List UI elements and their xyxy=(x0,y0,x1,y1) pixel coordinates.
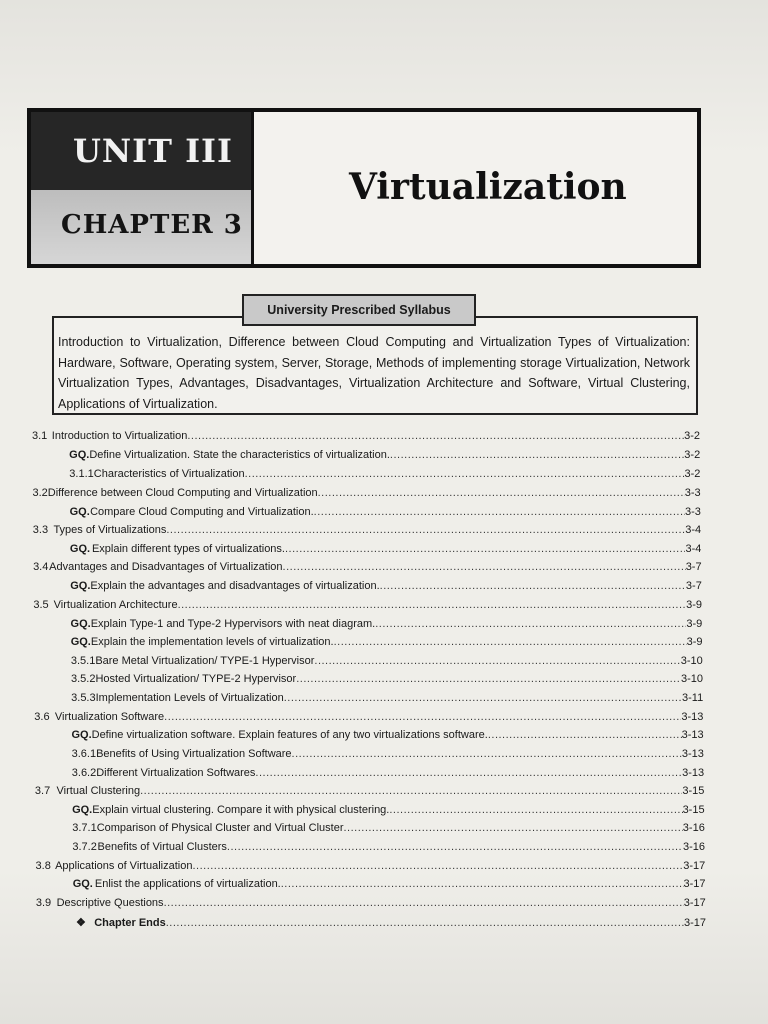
toc-title: Virtualization Software xyxy=(54,711,165,723)
toc-row xyxy=(33,506,701,524)
toc-row xyxy=(32,430,700,448)
toc-number: 3.6 xyxy=(34,711,50,723)
toc-row xyxy=(33,524,701,542)
toc-gq-tag: GQ. xyxy=(70,636,91,648)
toc-title: Explain the implementation levels of virtualization. xyxy=(90,636,334,648)
toc-leader-dots xyxy=(334,636,687,648)
toc-number: 3.9 xyxy=(35,897,52,909)
toc-title: Bare Metal Virtualization/ TYPE-1 Hypervisor xyxy=(95,655,315,667)
toc-number: 3.6.1 xyxy=(71,748,97,760)
toc-number: 3.6.2 xyxy=(71,767,97,779)
toc-number: 3.7.1 xyxy=(72,822,97,834)
unit-block xyxy=(31,112,251,190)
toc-page-number: 3-2 xyxy=(684,449,701,461)
toc-page-number: 3-13 xyxy=(681,748,704,760)
toc-title: Applications of Virtualization xyxy=(55,860,193,872)
toc-title: Comparison of Physical Cluster and Virtual Cluster xyxy=(96,822,344,834)
toc-row xyxy=(34,636,703,654)
toc-row xyxy=(34,618,703,636)
toc-page-number: 3-13 xyxy=(681,729,704,741)
toc-gq-tag: GQ. xyxy=(71,729,92,741)
toc-leader-dots xyxy=(255,767,682,779)
toc-title: Characteristics of Virtualization xyxy=(93,468,245,480)
chapter-block xyxy=(31,190,251,264)
toc-gq-tag: GQ. xyxy=(70,618,91,630)
toc-number: 3.4 xyxy=(33,561,49,573)
chapter-title: Virtualization xyxy=(349,166,627,208)
toc-title: Explain different types of virtualizations. xyxy=(91,543,285,555)
toc-leader-dots xyxy=(164,711,681,723)
toc-title: Introduction to Virtualization xyxy=(51,430,188,442)
toc-page-number: 3-17 xyxy=(683,897,706,909)
toc-title: Compare Cloud Computing and Virtualization. xyxy=(90,506,314,518)
toc-number: 3.5.2 xyxy=(71,673,96,685)
toc-page-number: 3-15 xyxy=(682,804,705,816)
toc-leader-dots xyxy=(140,785,682,797)
syllabus-box xyxy=(52,316,698,415)
toc-page-number: 3-16 xyxy=(683,841,706,853)
toc-page-number: 3-4 xyxy=(685,543,702,555)
toc-page-number: 3-10 xyxy=(680,655,703,667)
toc-page-number: 3-13 xyxy=(682,767,705,779)
toc-gq-tag: GQ. xyxy=(70,580,91,592)
toc-leader-dots xyxy=(245,468,685,480)
toc-page-number: 3-11 xyxy=(682,692,704,704)
toc-number: 3.5.3 xyxy=(71,692,96,704)
toc-title: Explain virtual clustering. Compare it with physical clustering. xyxy=(92,804,390,816)
toc-title: Benefits of Virtual Clusters xyxy=(97,841,227,853)
toc-leader-dots xyxy=(314,506,685,518)
toc-page-number: 3-3 xyxy=(685,506,701,518)
toc-title: Difference between Cloud Computing and Virtualization xyxy=(47,487,318,499)
toc-title: Different Virtualization Softwares xyxy=(96,767,256,779)
toc-row xyxy=(36,878,706,896)
toc-leader-dots xyxy=(178,599,687,611)
toc-leader-dots xyxy=(296,673,681,685)
toc-title: Benefits of Using Virtualization Software xyxy=(96,748,292,760)
toc-gq-tag: GQ. xyxy=(69,506,90,518)
toc-page-number: 3-2 xyxy=(684,468,701,480)
toc-gq-tag: GQ. xyxy=(69,543,91,555)
toc-number: 3.5 xyxy=(33,599,49,611)
toc-title: Virtual Clustering xyxy=(56,785,141,797)
toc-row xyxy=(34,673,703,691)
toc-number: 3.7.2 xyxy=(72,841,97,853)
toc-title: Explain Type-1 and Type-2 Hypervisors with neat diagram. xyxy=(90,618,376,630)
toc-row xyxy=(36,860,706,878)
toc-row xyxy=(36,916,706,934)
toc-row xyxy=(32,487,700,505)
toc-title: Implementation Levels of Virtualization xyxy=(95,692,284,704)
toc-page-number: 3-16 xyxy=(682,822,705,834)
toc-row xyxy=(34,692,703,710)
toc-row xyxy=(32,468,700,486)
toc-row xyxy=(33,543,701,561)
toc-row xyxy=(34,729,703,747)
toc-leader-dots xyxy=(227,841,683,853)
toc-page-number: 3-17 xyxy=(683,917,706,929)
toc-leader-dots xyxy=(284,692,682,704)
toc-row xyxy=(35,748,704,766)
toc-row xyxy=(35,822,705,840)
toc-title: Advantages and Disadvantages of Virtualization xyxy=(49,561,283,573)
toc-number: 3.2 xyxy=(32,487,48,499)
toc-row xyxy=(35,841,705,859)
toc-title: Define Virtualization. State the characteristics of virtualization. xyxy=(89,449,390,461)
toc-title: Types of Virtualizations xyxy=(53,524,167,536)
toc-leader-dots xyxy=(192,860,683,872)
toc-title: Hosted Virtualization/ TYPE-2 Hypervisor xyxy=(95,673,297,685)
syllabus-heading: University Prescribed Syllabus xyxy=(242,294,476,326)
toc-gq-tag: GQ. xyxy=(72,804,93,816)
toc-row xyxy=(33,580,702,598)
toc-title: Virtualization Architecture xyxy=(53,599,178,611)
chapter-header xyxy=(27,108,701,268)
toc-leader-dots xyxy=(292,748,682,760)
toc-title: Descriptive Questions xyxy=(56,897,164,909)
toc-leader-dots xyxy=(380,580,686,592)
diamond-bullet-icon: ❖ xyxy=(76,917,86,929)
toc-leader-dots xyxy=(166,917,684,929)
toc-page-number: 3-9 xyxy=(686,636,703,648)
toc-gq-tag: GQ. xyxy=(72,878,93,890)
toc-row xyxy=(35,785,704,803)
toc-page-number: 3-7 xyxy=(685,561,702,573)
toc-leader-dots xyxy=(285,543,685,555)
toc-page-number: 3-9 xyxy=(686,618,703,630)
toc-page-number: 3-17 xyxy=(683,878,706,890)
toc-number: 3.3 xyxy=(32,524,49,536)
toc-leader-dots xyxy=(318,487,685,499)
toc-title: Explain the advantages and disadvantages of virtualization. xyxy=(90,580,380,592)
toc-number: 3.5.1 xyxy=(70,655,96,667)
toc-row xyxy=(35,804,705,822)
header-divider xyxy=(251,112,254,264)
toc-row xyxy=(33,561,702,579)
toc-page-number: 3-3 xyxy=(684,487,701,499)
chapter-label: CHAPTER 3 xyxy=(61,210,243,240)
toc-leader-dots xyxy=(281,878,684,890)
toc-leader-dots xyxy=(166,524,685,536)
toc-number: 3.8 xyxy=(35,860,51,872)
toc-leader-dots xyxy=(390,449,684,461)
toc-gq-tag: GQ. xyxy=(69,449,90,461)
toc-leader-dots xyxy=(343,822,682,834)
toc-page-number: 3-2 xyxy=(684,430,700,442)
toc-leader-dots xyxy=(314,655,680,667)
toc-page-number: 3-9 xyxy=(686,599,703,611)
toc-number: 3.1.1 xyxy=(69,468,94,480)
toc-row xyxy=(33,599,702,617)
toc-row xyxy=(34,711,703,729)
toc-leader-dots xyxy=(488,729,682,741)
toc-row xyxy=(34,655,703,673)
syllabus-text: Introduction to Virtualization, Difference between Cloud Computing and Virtualization Types of Virtualization: Hardware, Software, Operating system, Server, Storage, Methods of implementing storage Virtualization, Network Virtualization Types, Advantages, Disadvantages, Virtualization Architecture and Software, Virtual Clustering, Applications of Virtualization. xyxy=(58,335,690,411)
toc-row xyxy=(32,449,700,467)
toc-row xyxy=(36,897,706,915)
toc-number: 3.1 xyxy=(32,430,48,442)
toc-leader-dots xyxy=(187,430,684,442)
toc-number: 3.7 xyxy=(34,785,51,797)
toc-leader-dots xyxy=(283,561,686,573)
toc-page-number: 3-10 xyxy=(680,673,703,685)
toc-page-number: 3-17 xyxy=(683,860,706,872)
toc-row xyxy=(35,767,704,785)
toc-leader-dots xyxy=(375,618,686,630)
toc-page-number: 3-4 xyxy=(685,524,702,536)
toc-leader-dots xyxy=(389,804,682,816)
toc-leader-dots xyxy=(164,897,684,909)
toc-title: Chapter Ends xyxy=(94,917,166,929)
toc-page-number: 3-15 xyxy=(682,785,705,797)
toc-page-number: 3-7 xyxy=(685,580,702,592)
unit-label: UNIT III xyxy=(73,132,233,170)
toc-title: Define virtualization software. Explain features of any two virtualizations software. xyxy=(91,729,488,741)
toc-page-number: 3-13 xyxy=(681,711,704,723)
toc-title: Enlist the applications of virtualization. xyxy=(94,878,281,890)
